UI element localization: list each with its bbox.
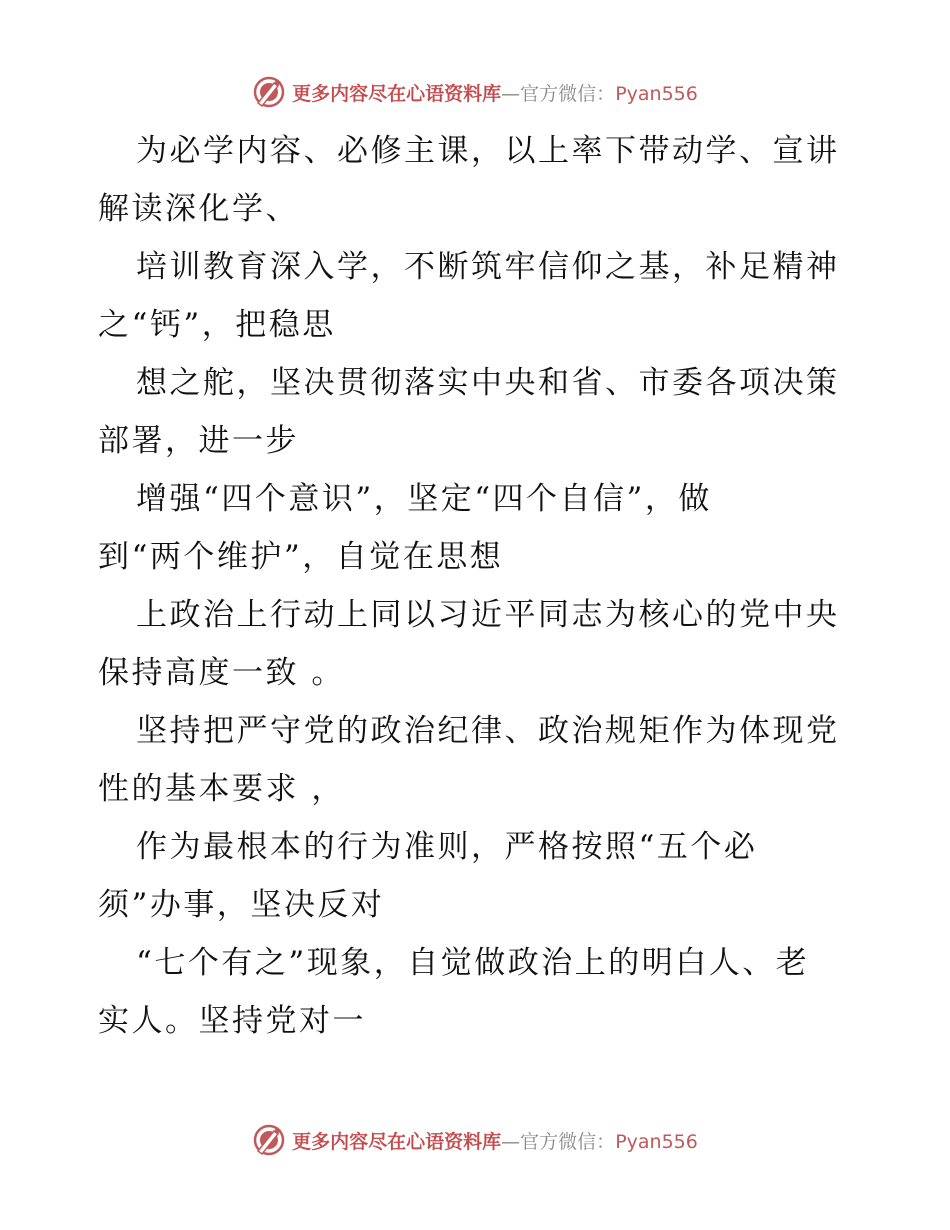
text-line: 培训教育深入学，不断筑牢信仰之基，补足精神 <box>136 249 840 285</box>
text-line: 性的基本要求 ， <box>98 771 345 807</box>
watermark-wechat-label: 官方微信： <box>520 82 616 105</box>
watermark-dash: — <box>501 82 521 105</box>
watermark-dash: — <box>501 1130 521 1153</box>
text-line: 作为最根本的行为准则，严格按照“五个必 <box>136 829 758 865</box>
watermark-text <box>292 79 698 106</box>
text-line: 部署，进一步 <box>98 423 299 459</box>
pen-logo-icon <box>252 75 286 109</box>
header-watermark <box>0 72 950 112</box>
watermark-wechat-id: Pyan556 <box>615 1130 698 1153</box>
watermark-title: 更多内容尽在心语资料库 <box>292 1130 502 1153</box>
watermark-text <box>292 1127 698 1154</box>
text-line: “七个有之”现象，自觉做政治上的明白人、老 <box>136 945 810 981</box>
text-line: 为必学内容、必修主课，以上率下带动学、宣讲 <box>136 133 840 169</box>
text-line: 解读深化学、 <box>98 191 299 227</box>
text-line: 增强“四个意识”，坚定“四个自信”，做 <box>136 481 712 517</box>
document-body <box>98 122 858 1050</box>
footer-watermark <box>0 1120 950 1160</box>
watermark-title: 更多内容尽在心语资料库 <box>292 82 502 105</box>
text-line: 须”办事，坚决反对 <box>98 887 385 923</box>
text-line: 之“钙”，把稳思 <box>98 307 336 343</box>
watermark-wechat-label: 官方微信： <box>520 1130 616 1153</box>
text-line: 保持高度一致 。 <box>98 655 345 691</box>
text-line: 想之舵，坚决贯彻落实中央和省、市委各项决策 <box>136 365 840 401</box>
watermark-wechat-id: Pyan556 <box>615 82 698 105</box>
text-line: 上政治上行动上同以习近平同志为核心的党中央 <box>136 597 840 633</box>
text-line: 实人。坚持党对一 <box>98 1003 366 1039</box>
text-line: 到“两个维护”，自觉在思想 <box>98 539 504 575</box>
text-line: 坚持把严守党的政治纪律、政治规矩作为体现党 <box>136 713 840 749</box>
pen-logo-icon <box>252 1123 286 1157</box>
